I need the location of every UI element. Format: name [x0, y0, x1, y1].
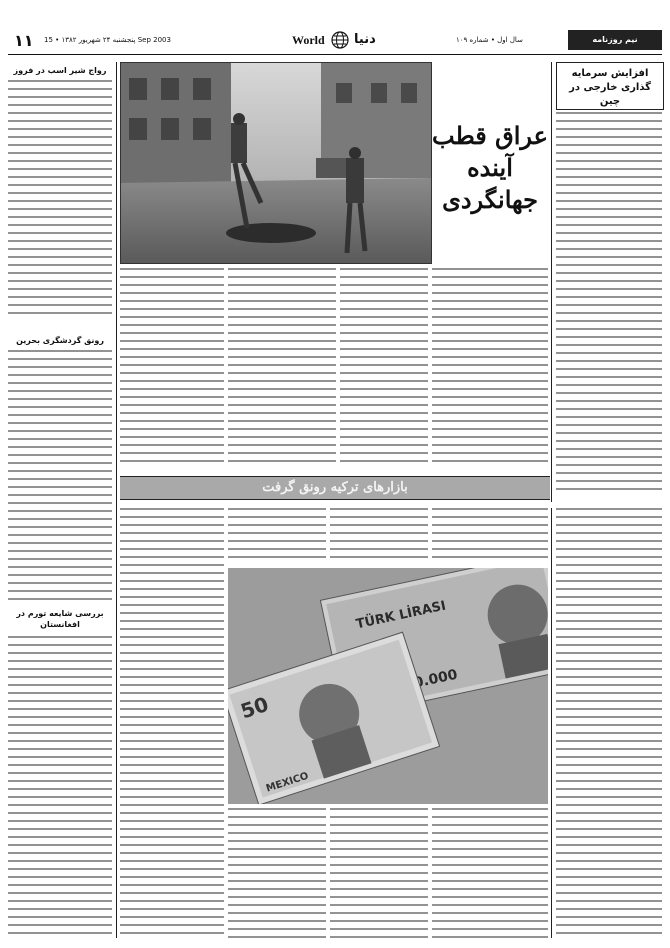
- text-lines: [330, 808, 428, 938]
- lead-headline: عراق قطب آینده جهانگردی: [432, 121, 548, 214]
- lead-body-col-3: [228, 268, 336, 468]
- masthead-text: نیم روزنامه: [592, 35, 638, 44]
- page-header: [8, 30, 662, 55]
- bottom-col-1: [432, 808, 548, 938]
- lead-body-col-4: [120, 268, 224, 468]
- turkey-body-col-4: [120, 508, 224, 938]
- note-value: 50: [237, 691, 272, 724]
- left-headline-1: رواج شیر اسب در فروز: [13, 66, 107, 75]
- turkey-banner-title: بازارهای ترکیه رونق گرفت: [262, 480, 408, 495]
- bottom-col-2: [330, 808, 428, 938]
- right-sidebar-lower: [556, 508, 662, 938]
- section-title-persian: دنیا: [354, 32, 376, 47]
- lead-body-col-1: [432, 268, 548, 468]
- turkey-body-col-3: [228, 508, 326, 564]
- page-number: ۱۱: [14, 31, 34, 50]
- left-headline-2: رونق گردشگری بحرین: [16, 336, 104, 345]
- text-lines: [228, 808, 326, 938]
- left-headline-3: بررسی شایعه تورم در افغانستان: [16, 609, 104, 629]
- text-lines: [228, 268, 336, 468]
- text-lines: [228, 508, 326, 564]
- left-body-2: [8, 350, 112, 600]
- text-lines: [432, 808, 548, 938]
- left-body-3: [8, 636, 112, 936]
- text-lines: [120, 508, 224, 938]
- note-country: MEXICO: [264, 770, 311, 795]
- text-lines: [330, 508, 428, 564]
- text-lines: [340, 268, 428, 468]
- right-sidebar-body: [556, 112, 662, 492]
- text-lines: [556, 508, 662, 938]
- bottom-col-3: [228, 808, 326, 938]
- globe-icon: [331, 31, 349, 49]
- column-rule: [551, 62, 552, 502]
- soldiers-photo: [120, 62, 432, 264]
- text-lines: [556, 112, 662, 492]
- issue-number: سال اول • شماره ۱۰۹: [456, 36, 523, 44]
- column-rule: [551, 508, 552, 938]
- text-lines: [432, 508, 548, 564]
- right-sidebar-headline: افزایش سرمایه گذاری خارجی در چین: [569, 68, 651, 107]
- section-title-latin: World: [292, 33, 325, 47]
- text-lines: [8, 80, 112, 320]
- text-lines: [120, 268, 224, 468]
- issue-date: پنجشنبه ۲۴ شهریور ۱۳۸۲ • 15 Sep 2003: [44, 36, 171, 44]
- left-body-1: [8, 80, 112, 320]
- turkey-body-col-2: [330, 508, 428, 564]
- banknotes-photo: [228, 568, 548, 804]
- lead-body-col-2: [340, 268, 428, 468]
- right-sidebar-head-box: [556, 62, 664, 110]
- turkey-banner: [120, 476, 550, 500]
- turkey-body-col-1: [432, 508, 548, 564]
- column-rule: [116, 62, 117, 938]
- text-lines: [8, 636, 112, 936]
- text-lines: [8, 350, 112, 600]
- text-lines: [432, 268, 548, 468]
- masthead-logo: [568, 30, 662, 50]
- lira-currency: TÜRK LİRASI: [354, 598, 448, 633]
